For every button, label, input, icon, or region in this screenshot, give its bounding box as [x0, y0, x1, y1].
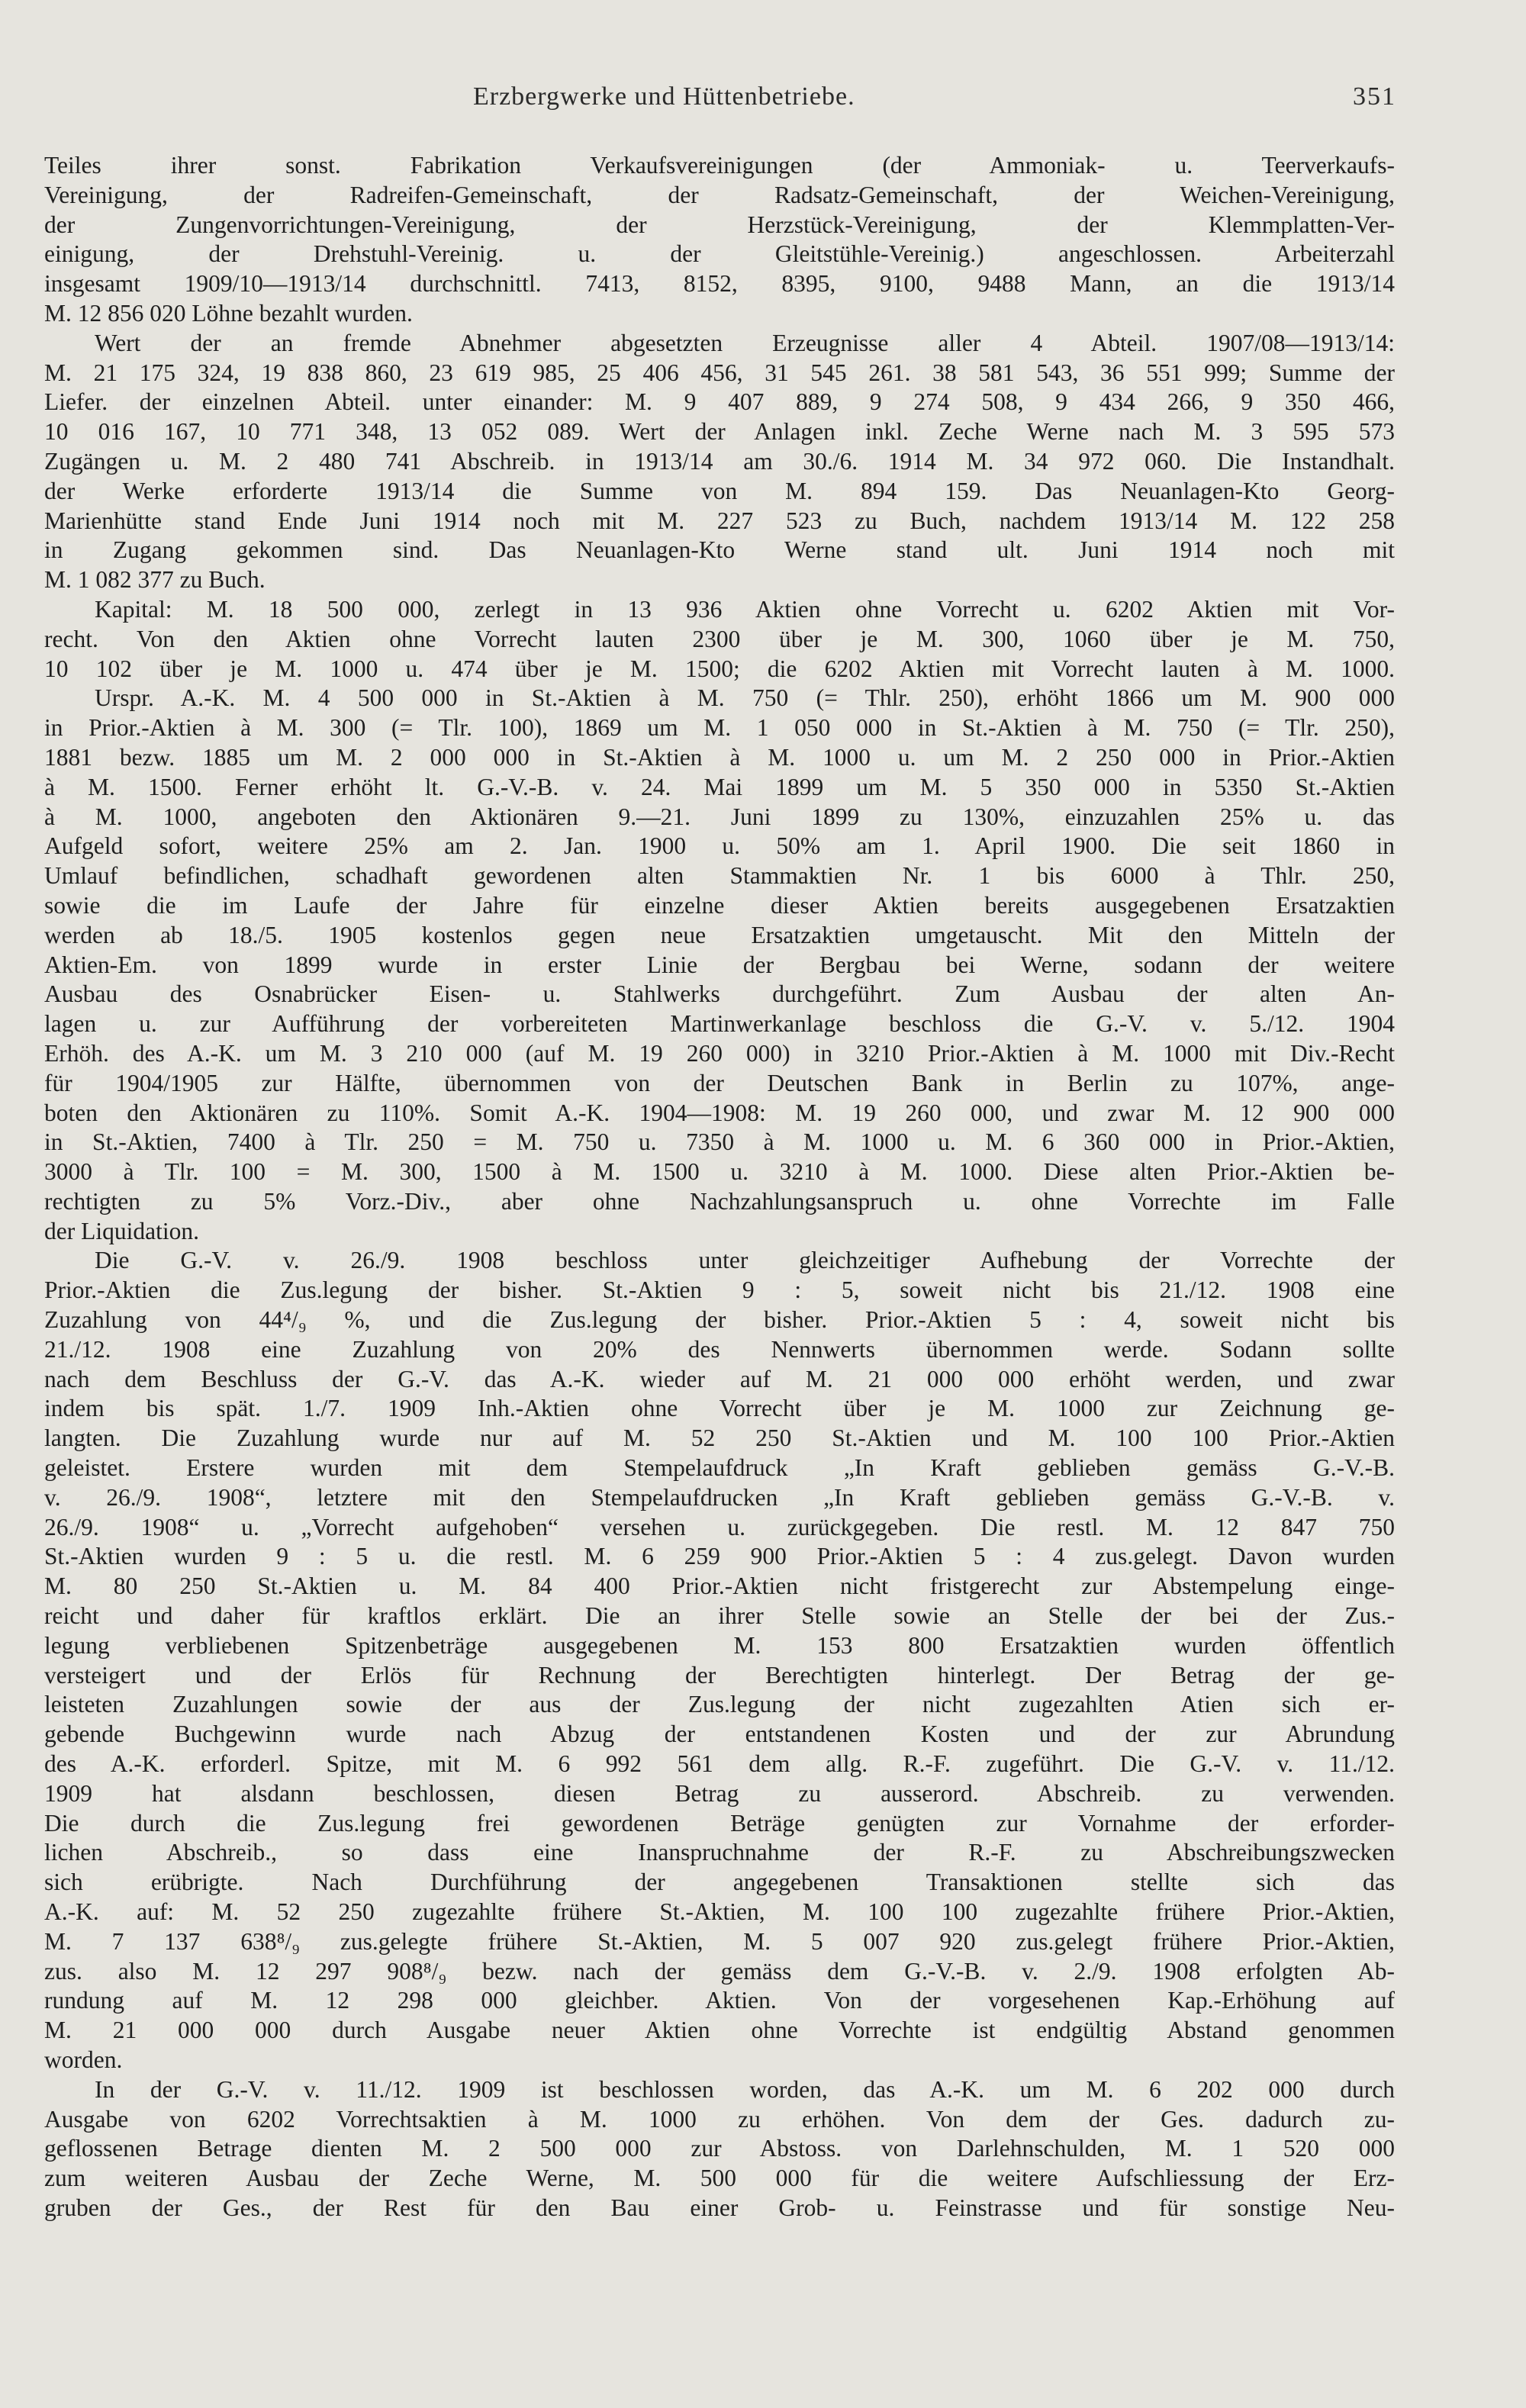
text-line: der Zungenvorrichtungen-Vereinigung, der Herzstück-Vereinigung, der Klemmplatten-Ver- — [44, 211, 1395, 238]
text-line: 10 102 über je M. 1000 u. 474 über je M. 1500; die 6202 Aktien mit Vorrecht lauten à M. 1000. — [44, 655, 1395, 682]
text-line: rundung auf M. 12 298 000 gleichber. Aktien. Von der vorgesehenen Kap.-Erhöhung auf — [44, 1987, 1395, 2014]
text-line: in Zugang gekommen sind. Das Neuanlagen-Kto Werne stand ult. Juni 1914 noch mit — [44, 536, 1395, 564]
text-line: Erhöh. des A.-K. um M. 3 210 000 (auf M. 19 260 000) in 3210 Prior.-Aktien à M. 1000 mit Div.-Recht — [44, 1039, 1395, 1067]
text-line: 21./12. 1908 eine Zuzahlung von 20% des Nennwerts übernommen werde. Sodann sollte — [44, 1335, 1395, 1363]
text-line: geflossenen Betrage dienten M. 2 500 000 zur Abstoss. von Darlehnschulden, M. 1 520 000 — [44, 2135, 1395, 2162]
text-line: à M. 1500. Ferner erhöht lt. G.-V.-B. v. 24. Mai 1899 um M. 5 350 000 in 5350 St.-Aktien — [44, 773, 1395, 800]
text-line: versteigert und der Erlös für Rechnung der Berechtigten hinterlegt. Der Betrag der ge- — [44, 1661, 1395, 1688]
text-line: Vereinigung, der Radreifen-Gemeinschaft, der Radsatz-Gemeinschaft, der Weichen-Vereinigung, — [44, 181, 1395, 208]
text-line: der Liquidation. — [44, 1217, 199, 1244]
text-line: zum weiteren Ausbau der Zeche Werne, M. 500 000 für die weitere Aufschliessung der Erz- — [44, 2165, 1395, 2192]
text-line: für 1904/1905 zur Hälfte, übernommen von der Deutschen Bank in Berlin zu 107%, ange- — [44, 1069, 1395, 1096]
text-line: recht. Von den Aktien ohne Vorrecht lauten 2300 über je M. 300, 1060 über je M. 750, — [44, 625, 1395, 652]
text-line: legung verbliebenen Spitzenbeträge ausgegebenen M. 153 800 Ersatzaktien wurden öffentlich — [44, 1631, 1395, 1659]
text-line: 10 016 167, 10 771 348, 13 052 089. Wert der Anlagen inkl. Zeche Werne nach M. 3 595 573 — [44, 418, 1395, 446]
text-line: Zuzahlung von 44⁴/₉ %, und die Zus.legung der bisher. Prior.-Aktien 5 : 4, soweit nicht bis — [44, 1306, 1395, 1334]
text-line: Die durch die Zus.legung frei gewordenen Beträge genügten zur Vornahme der erforder- — [44, 1809, 1395, 1837]
text-line: Urspr. A.-K. M. 4 500 000 in St.-Aktien à M. 750 (= Thlr. 250), erhöht 1866 um M. 900 000 — [95, 684, 1395, 712]
text-line: M. 1 082 377 zu Buch. — [44, 566, 266, 594]
text-line: Die G.-V. v. 26./9. 1908 beschloss unter gleichzeitiger Aufhebung der Vorrechte der — [95, 1247, 1395, 1274]
text-line: lichen Abschreib., so dass eine Inanspruchnahme der R.-F. zu Abschreibungszwecken — [44, 1839, 1395, 1866]
header-title: Erzbergwerke und Hüttenbetriebe. — [473, 82, 855, 111]
text-line: sich erübrigte. Nach Durchführung der angegebenen Transaktionen stellte sich das — [44, 1869, 1395, 1896]
text-line: nach dem Beschluss der G.-V. das A.-K. wieder auf M. 21 000 000 erhöht werden, und zwar — [44, 1365, 1395, 1392]
page-number: 351 — [1353, 82, 1396, 111]
text-line: St.-Aktien wurden 9 : 5 u. die restl. M. 6 259 900 Prior.-Aktien 5 : 4 zus.gelegt. Davon wurden — [44, 1543, 1395, 1570]
text-line: In der G.-V. v. 11./12. 1909 ist beschlossen worden, das A.-K. um M. 6 202 000 durch — [95, 2075, 1395, 2103]
text-line: Kapital: M. 18 500 000, zerlegt in 13 936 Aktien ohne Vorrecht u. 6202 Aktien mit Vor- — [95, 595, 1395, 623]
text-line: rechtigten zu 5% Vorz.-Div., aber ohne Nachzahlungsanspruch u. ohne Vorrechte im Falle — [44, 1187, 1395, 1215]
text-line: 3000 à Tlr. 100 = M. 300, 1500 à M. 1500 u. 3210 à M. 1000. Diese alten Prior.-Aktien be- — [44, 1158, 1395, 1186]
text-line: M. 80 250 St.-Aktien u. M. 84 400 Prior.-Aktien nicht fristgerecht zur Abstempelung einge- — [44, 1573, 1395, 1600]
text-line: à M. 1000, angeboten den Aktionären 9.—21. Juni 1899 zu 130%, einzuzahlen 25% u. das — [44, 803, 1395, 830]
text-line: leisteten Zuzahlungen sowie der aus der Zus.legung der nicht zugezahlten Atien sich er- — [44, 1691, 1395, 1718]
text-line: Zugängen u. M. 2 480 741 Abschreib. in 1913/14 am 30./6. 1914 M. 34 972 060. Die Instandhalt. — [44, 447, 1395, 475]
text-line: Aktien-Em. von 1899 wurde in erster Linie der Bergbau bei Werne, sodann der weitere — [44, 951, 1395, 978]
text-line: des A.-K. erforderl. Spitze, mit M. 6 992 561 dem allg. R.-F. zugeführt. Die G.-V. v. 11./12. — [44, 1750, 1395, 1778]
text-line: v. 26./9. 1908“, letztere mit den Stempelaufdrucken „In Kraft geblieben gemäss G.-V.-B. v. — [44, 1483, 1395, 1511]
text-line: reicht und daher für kraftlos erklärt. Die an ihrer Stelle sowie an Stelle der bei der Zus.- — [44, 1602, 1395, 1630]
text-line: Teiles ihrer sonst. Fabrikation Verkaufsvereinigungen (der Ammoniak- u. Teerverkaufs- — [44, 152, 1395, 179]
text-line: Aufgeld sofort, weitere 25% am 2. Jan. 1900 u. 50% am 1. April 1900. Die seit 1860 in — [44, 832, 1395, 860]
text-line: werden ab 18./5. 1905 kostenlos gegen neue Ersatzaktien umgetauscht. Mit den Mitteln der — [44, 921, 1395, 948]
text-line: insgesamt 1909/10—1913/14 durchschnittl. 7413, 8152, 8395, 9100, 9488 Mann, an die 1913/14 — [44, 270, 1395, 298]
text-line: Prior.-Aktien die Zus.legung der bisher. St.-Aktien 9 : 5, soweit nicht bis 21./12. 1908 eine — [44, 1276, 1395, 1304]
text-line: 1881 bezw. 1885 um M. 2 000 000 in St.-Aktien à M. 1000 u. um M. 2 250 000 in Prior.-Aktien — [44, 743, 1395, 771]
running-header — [53, 82, 1396, 128]
text-line: sowie die im Laufe der Jahre für einzelne dieser Aktien bereits ausgegebenen Ersatzaktien — [44, 891, 1395, 919]
text-line: zus. also M. 12 297 908⁸/₉ bezw. nach der gemäss dem G.-V.-B. v. 2./9. 1908 erfolgten Ab- — [44, 1957, 1395, 1985]
body-text — [44, 151, 1395, 2223]
text-line: Wert der an fremde Abnehmer abgesetzten Erzeugnisse aller 4 Abteil. 1907/08—1913/14: — [95, 329, 1395, 356]
text-line: 26./9. 1908“ u. „Vorrecht aufgehoben“ versehen u. zurückgegeben. Die restl. M. 12 847 750 — [44, 1513, 1395, 1540]
text-line: indem bis spät. 1./7. 1909 Inh.-Aktien ohne Vorrecht über je M. 1000 zur Zeichnung ge- — [44, 1395, 1395, 1422]
text-line: Ausgabe von 6202 Vorrechtsaktien à M. 1000 zu erhöhen. Von dem der Ges. dadurch zu- — [44, 2105, 1395, 2133]
text-line: boten den Aktionären zu 110%. Somit A.-K. 1904—1908: M. 19 260 000, und zwar M. 12 900 000 — [44, 1099, 1395, 1126]
text-line: in Prior.-Aktien à M. 300 (= Tlr. 100), 1869 um M. 1 050 000 in St.-Aktien à M. 750 (= Tlr. 250), — [44, 714, 1395, 742]
text-line: M. 21 000 000 durch Ausgabe neuer Aktien ohne Vorrechte ist endgültig Abstand genommen — [44, 2017, 1395, 2044]
text-line: Umlauf befindlichen, schadhaft gewordenen alten Stammaktien Nr. 1 bis 6000 à Thlr. 250, — [44, 862, 1395, 890]
text-line: langten. Die Zuzahlung wurde nur auf M. 52 250 St.-Aktien und M. 100 100 Prior.-Aktien — [44, 1425, 1395, 1452]
text-line: M. 21 175 324, 19 838 860, 23 619 985, 25 406 456, 31 545 261. 38 581 543, 36 551 999; Summe der — [44, 359, 1395, 386]
text-line: gruben der Ges., der Rest für den Bau einer Grob- u. Feinstrasse und für sonstige Neu- — [44, 2194, 1395, 2221]
text-line: lagen u. zur Aufführung der vorbereiteten Martinwerkanlage beschloss die G.-V. v. 5./12. 1904 — [44, 1010, 1395, 1038]
text-line: einigung, der Drehstuhl-Vereinig. u. der Gleitstühle-Vereinig.) angeschlossen. Arbeiterzahl — [44, 240, 1395, 268]
text-line: Ausbau des Osnabrücker Eisen- u. Stahlwerks durchgeführt. Zum Ausbau der alten An- — [44, 980, 1395, 1008]
text-line: worden. — [44, 2046, 123, 2073]
text-line: M. 7 137 638⁸/₉ zus.gelegte frühere St.-Aktien, M. 5 007 920 zus.gelegt frühere Prior.-Aktien, — [44, 1927, 1395, 1955]
text-line: der Werke erforderte 1913/14 die Summe von M. 894 159. Das Neuanlagen-Kto Georg- — [44, 477, 1395, 504]
text-line: A.-K. auf: M. 52 250 zugezahlte frühere St.-Aktien, M. 100 100 zugezahlte frühere Prior.-Aktien, — [44, 1898, 1395, 1926]
text-line: in St.-Aktien, 7400 à Tlr. 250 = M. 750 u. 7350 à M. 1000 u. M. 6 360 000 in Prior.-Aktien, — [44, 1128, 1395, 1156]
text-line: geleistet. Erstere wurden mit dem Stempelaufdruck „In Kraft geblieben gemäss G.-V.-B. — [44, 1454, 1395, 1482]
text-line: gebende Buchgewinn wurde nach Abzug der entstandenen Kosten und der zur Abrundung — [44, 1721, 1395, 1748]
text-line: M. 12 856 020 Löhne bezahlt wurden. — [44, 299, 413, 327]
text-line: Liefer. der einzelnen Abteil. unter einander: M. 9 407 889, 9 274 508, 9 434 266, 9 350 466, — [44, 388, 1395, 416]
text-line: 1909 hat alsdann beschlossen, diesen Betrag zu ausserord. Abschreib. zu verwenden. — [44, 1779, 1395, 1807]
text-line: Marienhütte stand Ende Juni 1914 noch mit M. 227 523 zu Buch, nachdem 1913/14 M. 122 258 — [44, 507, 1395, 534]
